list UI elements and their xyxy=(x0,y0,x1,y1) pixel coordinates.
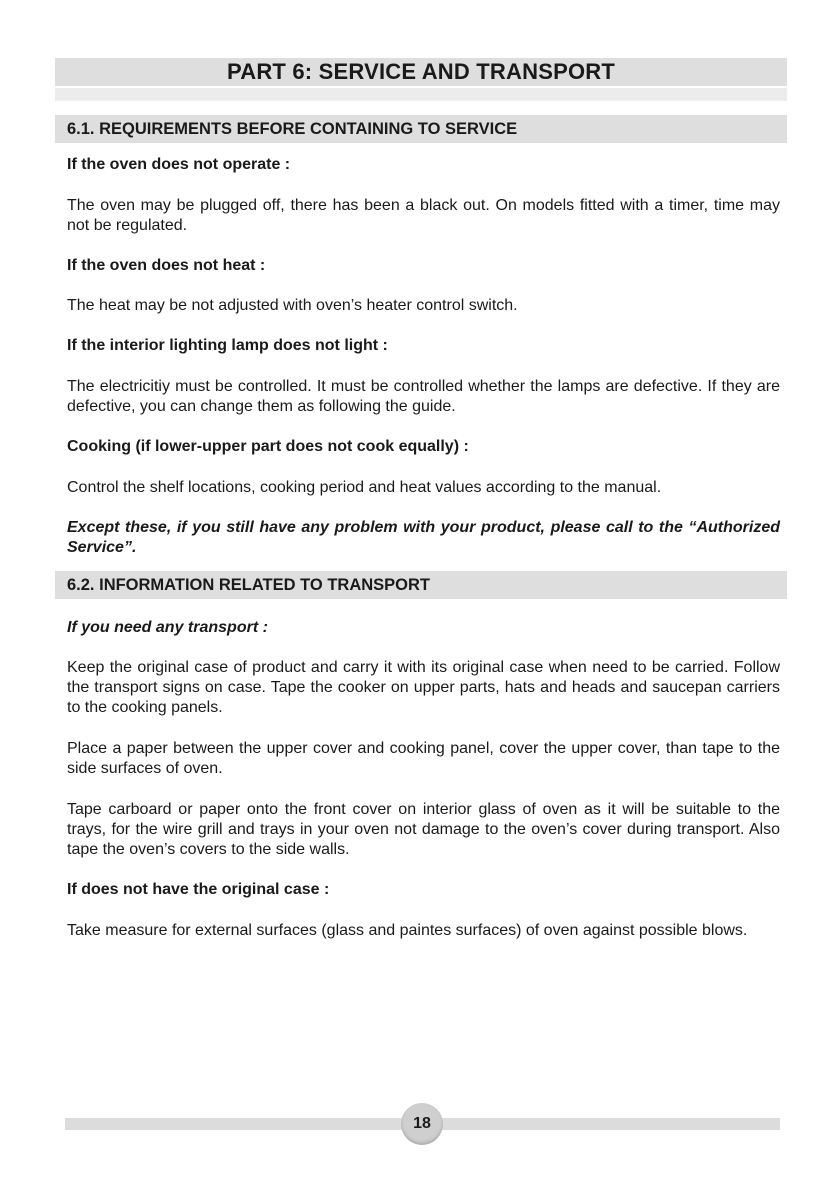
paragraph-not-operate: The oven may be plugged off, there has been a black out. On models fitted with a timer, time may not be regulated. xyxy=(67,197,780,234)
paragraph-cooking: Control the shelf locations, cooking period and heat values according to the manual. xyxy=(67,479,662,496)
subheading-lamp: If the interior lighting lamp does not light : xyxy=(67,337,388,354)
title-underbar xyxy=(55,88,787,101)
paragraph-not-heat: The heat may be not adjusted with oven’s heater control switch. xyxy=(67,297,518,314)
subheading-not-heat: If the oven does not heat : xyxy=(67,257,266,274)
paragraph-lamp: The electricitiy must be controlled. It must be controlled whether the lamps are defective. If they are defective, you can change them as following the guide. xyxy=(67,378,780,415)
section-2-heading: 6.2. INFORMATION RELATED TO TRANSPORT xyxy=(67,576,431,594)
paragraph-transport-3: Tape carboard or paper onto the front cover on interior glass of oven as it will be suitable to the trays, for the wire grill and trays in your oven not damage to the oven’s cover during transport. Also tape the oven’s covers to the side walls. xyxy=(67,801,780,858)
subheading-no-case: If does not have the original case : xyxy=(67,881,330,898)
service-note: Except these, if you still have any problem with your product, please call to the “Authorized Service”. xyxy=(67,519,780,556)
section-1-heading: 6.1. REQUIREMENTS BEFORE CONTAINING TO SERVICE xyxy=(67,120,518,138)
subheading-cooking: Cooking (if lower-upper part does not cook equally) : xyxy=(67,438,469,455)
subheading-transport: If you need any transport : xyxy=(67,619,268,636)
section-2-header xyxy=(55,571,787,599)
paragraph-transport-2: Place a paper between the upper cover and cooking panel, cover the upper cover, than tape to the side surfaces of oven. xyxy=(67,740,780,777)
section-1-header xyxy=(55,115,787,143)
subheading-not-operate: If the oven does not operate : xyxy=(67,156,291,173)
paragraph-transport-1: Keep the original case of product and carry it with its original case when need to be carried. Follow the transport signs on case. Tape the cooker on upper parts, hats and heads and saucepan carriers to the cooking panels. xyxy=(67,659,780,716)
paragraph-no-case: Take measure for external surfaces (glass and paintes surfaces) of oven against possible blows. xyxy=(67,922,748,939)
page-number-badge: 18 xyxy=(401,1103,443,1145)
page-title-bar xyxy=(55,58,787,86)
page-title: PART 6: SERVICE AND TRANSPORT xyxy=(227,59,615,84)
